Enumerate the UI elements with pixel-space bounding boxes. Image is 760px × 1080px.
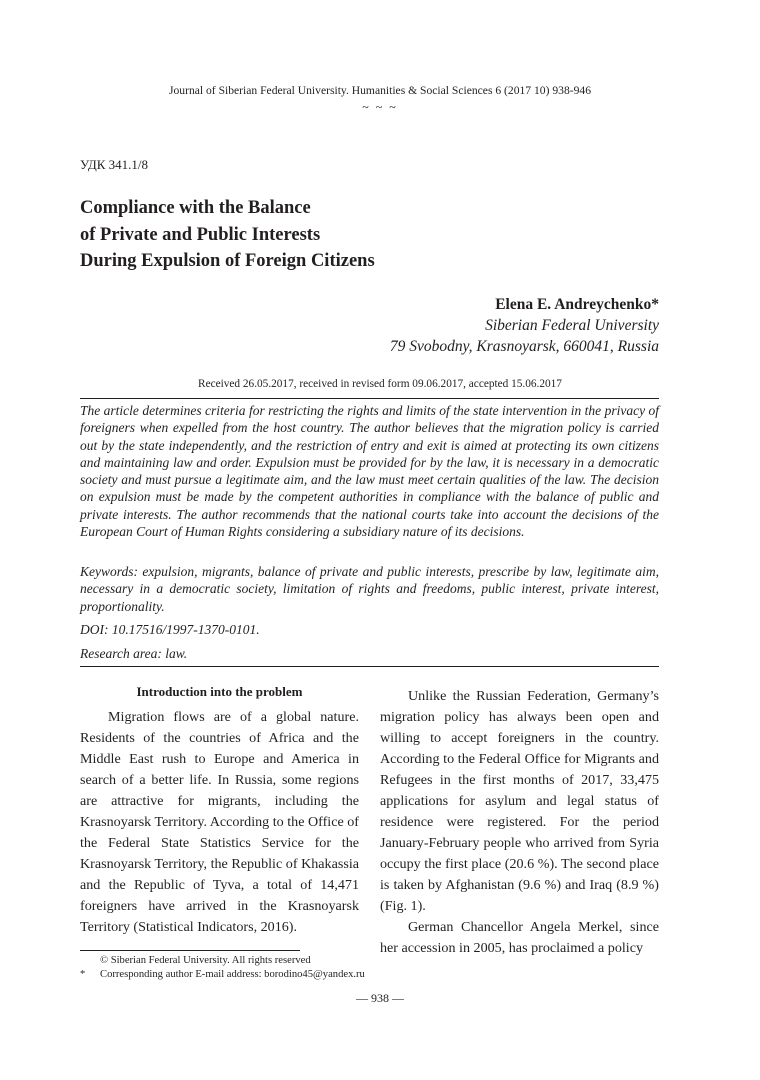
paragraph: Migration flows are of a global nature. Residents of the countries of Africa and the Middle East rush to Europe and America in search of a better life. In Russia, some regions are attractive for migrants, including the Krasnoyarsk Territory. According to the Office of the Federal State Statistics Service for the Krasnoyarsk Territory, the Republic of Khakassia and the Republic of Tyva, a total of 14,471 foreigners have arrived in the Krasnoyarsk Territory (Statistical Indicators, 2016).	[80, 709, 359, 935]
title-line: During Expulsion of Foreign Citizens	[80, 251, 375, 271]
title-line: Compliance with the Balance	[80, 198, 311, 218]
footnote-text: Corresponding author E-mail address: borodino45@yandex.ru	[100, 969, 365, 980]
author-address: 79 Svobodny, Krasnoyarsk, 660041, Russia	[389, 338, 659, 355]
journal-header: Journal of Siberian Federal University. Humanities & Social Sciences 6 (2017 10) 938-946	[168, 84, 591, 97]
author-name: Elena E. Andreychenko*	[495, 296, 659, 313]
footnote-mark: *	[80, 969, 86, 980]
footnote-divider	[80, 950, 300, 951]
keywords: Keywords: expulsion, migrants, balance of private and public interests, prescribe by law, legitimate aim, necessary in a democratic society, limitation of rights and freedoms, public interest, private interest, proportionality.	[80, 564, 659, 614]
left-column	[80, 707, 359, 938]
footnote-copyright	[80, 954, 311, 968]
section-heading: Introduction into the problem	[136, 684, 303, 699]
article-title	[80, 195, 375, 275]
doi: DOI: 10.17516/1997-1370-0101.	[80, 622, 260, 637]
footnote-text: © Siberian Federal University. All rights reserved	[100, 955, 311, 966]
footnote-corresponding	[80, 968, 365, 982]
paragraph: Unlike the Russian Federation, Germany’s migration policy has always been open and willing to accept foreigners in the country. According to the Federal Office for Migrants and Refugees in the first months of 2017, 33,475 applications for asylum and legal status of residence were registered. For the period January-February people who arrived from Syria occupy the first place (20.6 %). The second place is taken by Afghanistan (9.6 %) and Iraq (8.9 %) (Fig. 1).	[380, 688, 659, 914]
header-ornament: ~ ~ ~	[362, 100, 398, 114]
divider-bottom	[80, 666, 659, 667]
udk-code: УДК 341.1/8	[80, 157, 149, 172]
right-column	[380, 686, 659, 959]
page-number: — 938 —	[356, 991, 404, 1005]
author-block	[390, 294, 659, 357]
research-area: Research area: law.	[80, 646, 188, 661]
title-line: of Private and Public Interests	[80, 224, 321, 245]
paragraph: German Chancellor Angela Merkel, since her accession in 2005, has proclaimed a policy	[380, 919, 659, 956]
divider-top	[80, 398, 659, 399]
received-dates: Received 26.05.2017, received in revised form 09.06.2017, accepted 15.06.2017	[198, 378, 562, 390]
abstract: The article determines criteria for restricting the rights and limits of the state intervention in the privacy of foreigners when expelled from the host country. The author believes that the migration policy is carried out by the state independently, and the restriction of entry and exit is aimed at protecting its own citizens and maintaining law and order. Expulsion must be provided for by the law, it is necessary in a democratic society and must pursue a legitimate aim, and the law must meet certain qualities of the law. The decision on expulsion must be made by the competent authorities in compliance with the balance of public and private interests. The author recommends that the national courts take into account the decisions of the European Court of Human Rights considering a subsidiary nature of its decisions.	[80, 403, 659, 540]
author-affiliation: Siberian Federal University	[485, 317, 659, 334]
